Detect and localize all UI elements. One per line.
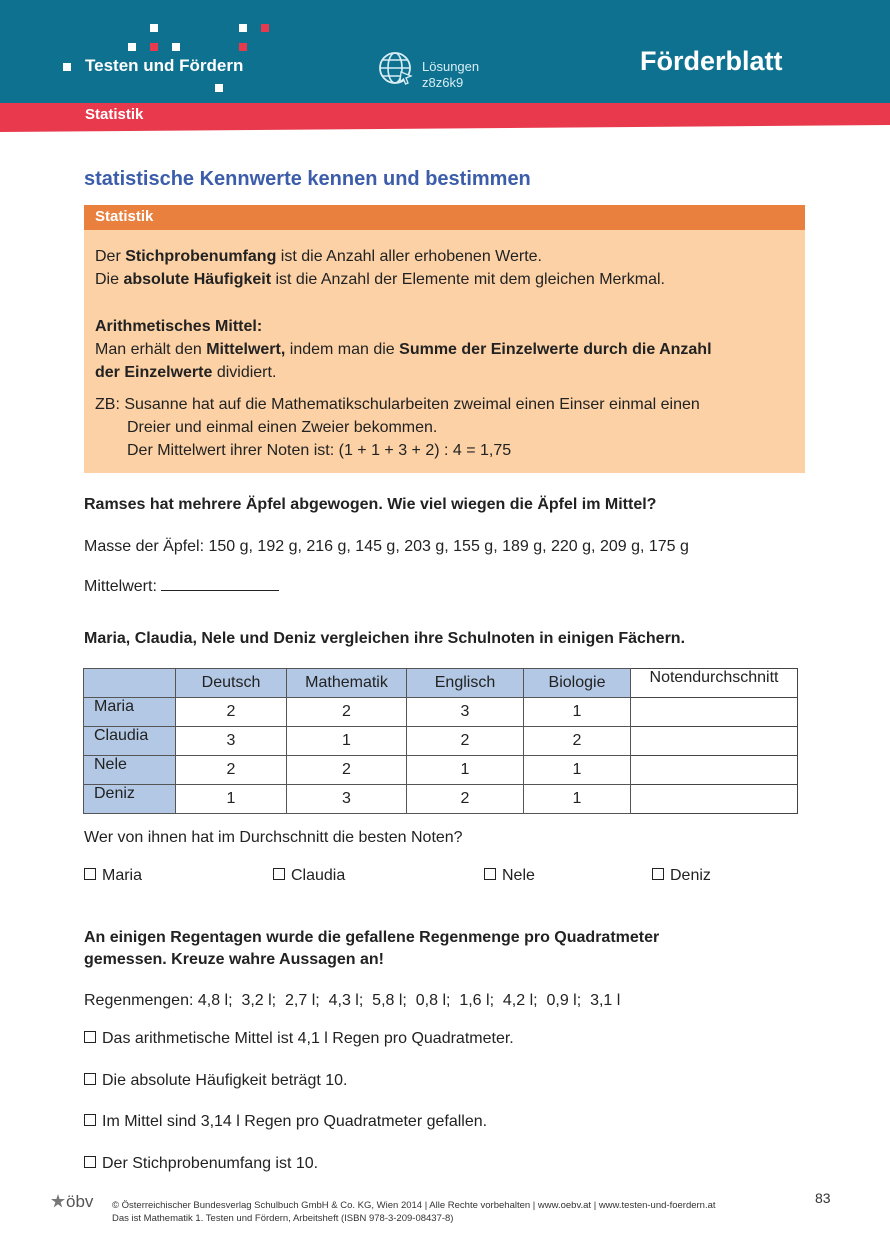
- grade-cell: 2: [407, 727, 524, 756]
- copyright-line: © Österreichischer Bundesverlag Schulbuch GmbH & Co. KG, Wien 2014 | Alle Rechte vorbehalten | www.oebv.at | www.testen-und-foerdern.at: [112, 1200, 716, 1211]
- checkbox[interactable]: [652, 868, 664, 880]
- table-row: [84, 756, 798, 785]
- column-header-average: Notendurchschnitt: [631, 669, 798, 698]
- header-bar: [0, 0, 890, 103]
- student-name: Claudia: [84, 727, 176, 756]
- option-claudia[interactable]: [273, 867, 345, 885]
- logo-square: [172, 43, 180, 51]
- option-label: Nele: [502, 867, 535, 884]
- table-row: [84, 698, 798, 727]
- logo-square: [128, 43, 136, 51]
- text: ist die Anzahl aller erhobenen Werte.: [276, 248, 542, 265]
- average-input[interactable]: [631, 727, 798, 756]
- star-icon: [50, 1193, 66, 1209]
- grade-cell: 1: [287, 727, 407, 756]
- student-name: Deniz: [84, 785, 176, 814]
- info-box-heading: Statistik: [95, 208, 154, 225]
- term: Mittelwert,: [206, 341, 286, 358]
- column-header: Biologie: [524, 669, 631, 698]
- logo-square: [215, 84, 223, 92]
- student-name: Maria: [84, 698, 176, 727]
- term: Stichprobenumfang: [125, 248, 277, 265]
- option-deniz[interactable]: [652, 867, 711, 885]
- table-row: [84, 727, 798, 756]
- checkbox[interactable]: [84, 1073, 96, 1085]
- mean-label: Mittelwert:: [84, 578, 157, 595]
- page-number: 83: [815, 1190, 831, 1206]
- grade-cell: 2: [176, 698, 287, 727]
- grades-table: [83, 668, 798, 814]
- solutions-label: Lösungen: [422, 59, 480, 74]
- followup-question: Wer von ihnen hat im Durchschnitt die besten Noten?: [84, 829, 463, 846]
- example-line: Der Mittelwert ihrer Noten ist: (1 + 1 + 3 + 2) : 4 = 1,75: [127, 442, 512, 459]
- sheet-title: Förderblatt: [640, 46, 783, 76]
- column-header: Mathematik: [287, 669, 407, 698]
- grade-cell: 2: [176, 756, 287, 785]
- logo-square: [261, 24, 269, 32]
- rain-amounts: Regenmengen: 4,8 l; 3,2 l; 2,7 l; 4,3 l; 5,8 l; 0,8 l; 1,6 l; 4,2 l; 0,9 l; 3,1 l: [84, 992, 621, 1009]
- example-line: ZB: Susanne hat auf die Mathematikschularbeiten zweimal einen Einser einmal einen: [95, 396, 700, 413]
- section-label: Statistik: [85, 106, 144, 123]
- grade-cell: 1: [524, 785, 631, 814]
- statement-text: Die absolute Häufigkeit beträgt 10.: [102, 1072, 348, 1089]
- option-nele[interactable]: [484, 867, 535, 885]
- grade-cell: 2: [524, 727, 631, 756]
- option-label: Maria: [102, 867, 143, 884]
- option-label: Deniz: [670, 867, 711, 884]
- example-line: Dreier und einmal einen Zweier bekommen.: [127, 419, 438, 436]
- average-input[interactable]: [631, 785, 798, 814]
- text: Der: [95, 248, 126, 265]
- logo-square: [239, 43, 247, 51]
- grade-cell: 3: [287, 785, 407, 814]
- info-line: [95, 248, 542, 266]
- logo-square: [63, 63, 71, 71]
- statement-text: Im Mittel sind 3,14 l Regen pro Quadratmeter gefallen.: [102, 1113, 488, 1130]
- logo-square: [150, 43, 158, 51]
- page-title: statistische Kennwerte kennen und bestimmen: [84, 168, 531, 190]
- average-input[interactable]: [631, 698, 798, 727]
- question-3-line1: An einigen Regentagen wurde die gefallene Regenmenge pro Quadratmeter: [84, 929, 660, 946]
- text: Man erhält den: [95, 341, 207, 358]
- grade-cell: 3: [176, 727, 287, 756]
- solutions-code: z8z6k9: [422, 75, 464, 90]
- publisher-logo: [50, 1192, 93, 1212]
- info-line: [95, 341, 712, 359]
- student-name: Nele: [84, 756, 176, 785]
- statement-2[interactable]: [84, 1072, 347, 1090]
- checkbox[interactable]: [484, 868, 496, 880]
- column-header: Deutsch: [176, 669, 287, 698]
- column-header: Englisch: [407, 669, 524, 698]
- term: der Einzelwerte: [95, 364, 213, 381]
- text: indem man die: [285, 341, 400, 358]
- globe-icon[interactable]: [377, 50, 415, 93]
- mean-answer-blank[interactable]: [161, 578, 279, 591]
- logo-square: [239, 24, 247, 32]
- grade-cell: 3: [407, 698, 524, 727]
- book-line: Das ist Mathematik 1. Testen und Fördern, Arbeitsheft (ISBN 978-3-209-08437-8): [112, 1213, 454, 1224]
- table-corner: [84, 669, 176, 698]
- question-2: Maria, Claudia, Nele und Deniz vergleichen ihre Schulnoten in einigen Fächern.: [84, 630, 686, 647]
- statement-text: Das arithmetische Mittel ist 4,1 l Regen pro Quadratmeter.: [102, 1030, 514, 1047]
- checkbox[interactable]: [84, 868, 96, 880]
- term: absolute Häufigkeit: [123, 271, 272, 288]
- solutions-link[interactable]: [422, 59, 479, 91]
- term: Summe der Einzelwerte durch die Anzahl: [399, 341, 712, 358]
- checkbox[interactable]: [273, 868, 285, 880]
- grade-cell: 1: [407, 756, 524, 785]
- option-maria[interactable]: [84, 867, 142, 885]
- checkbox[interactable]: [84, 1114, 96, 1126]
- text: ist die Anzahl der Elemente mit dem gleichen Merkmal.: [271, 271, 665, 288]
- question-1: Ramses hat mehrere Äpfel abgewogen. Wie viel wiegen die Äpfel im Mittel?: [84, 496, 657, 513]
- statement-1[interactable]: [84, 1030, 514, 1048]
- grade-cell: 1: [524, 756, 631, 785]
- info-box-header: [84, 205, 805, 230]
- checkbox[interactable]: [84, 1156, 96, 1168]
- grade-cell: 2: [407, 785, 524, 814]
- logo-text: Testen und Fördern: [85, 56, 244, 75]
- grade-cell: 2: [287, 756, 407, 785]
- apple-masses: Masse der Äpfel: 150 g, 192 g, 216 g, 145 g, 203 g, 155 g, 189 g, 220 g, 209 g, 175 g: [84, 538, 689, 555]
- grade-cell: 2: [287, 698, 407, 727]
- text: dividiert.: [212, 364, 277, 381]
- info-subheading: Arithmetisches Mittel:: [95, 318, 263, 335]
- option-label: Claudia: [291, 867, 346, 884]
- statement-4[interactable]: [84, 1155, 318, 1173]
- question-3-line2: gemessen. Kreuze wahre Aussagen an!: [84, 951, 384, 968]
- statement-3[interactable]: [84, 1113, 487, 1131]
- table-row: [84, 785, 798, 814]
- mean-answer: [84, 578, 279, 596]
- info-line: [95, 364, 276, 382]
- footer-text: [112, 1199, 716, 1225]
- statement-text: Der Stichprobenumfang ist 10.: [102, 1155, 319, 1172]
- grade-cell: 1: [176, 785, 287, 814]
- publisher-logo-text: öbv: [66, 1192, 94, 1211]
- text: Die: [95, 271, 124, 288]
- checkbox[interactable]: [84, 1031, 96, 1043]
- info-line: [95, 271, 665, 289]
- grade-cell: 1: [524, 698, 631, 727]
- average-input[interactable]: [631, 756, 798, 785]
- logo-square: [150, 24, 158, 32]
